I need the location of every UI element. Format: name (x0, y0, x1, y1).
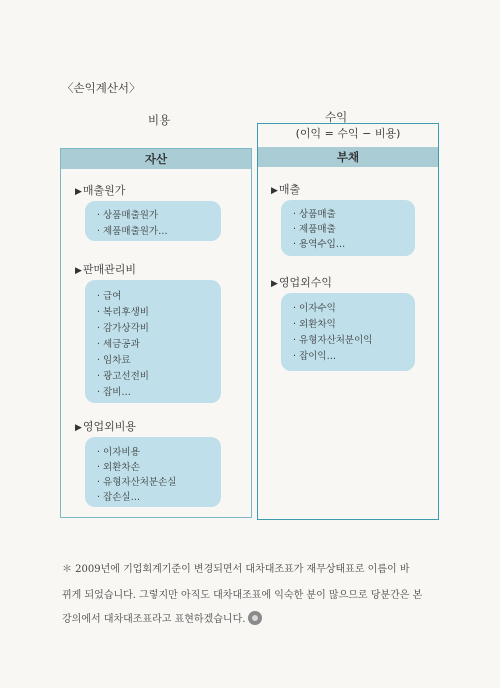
revenue-column (257, 143, 439, 520)
list-item: · 잡이익… (293, 351, 337, 362)
non-operating-revenue-box (281, 293, 415, 371)
list-item: · 유형자산처분손실 (97, 477, 177, 488)
list-item: · 용역수입… (293, 239, 346, 250)
non-operating-expense-box (85, 437, 221, 507)
list-item: · 외환차손 (97, 462, 140, 473)
list-item: · 이자수익 (293, 303, 336, 314)
list-item: · 잡손실… (97, 492, 141, 503)
triangle-marker-icon: ▶ (75, 187, 82, 197)
sga-box (85, 280, 221, 403)
triangle-marker-icon: ▶ (75, 266, 82, 276)
footnote-line-1: ＊ 2009년에 기업회계기준이 변경되면서 대차대조표가 재무상태표로 이름이 바 (62, 564, 410, 575)
statement-heading: 〈손익계산서〉 (62, 81, 141, 95)
triangle-marker-icon: ▶ (271, 279, 278, 289)
list-item: · 광고선전비 (97, 371, 149, 382)
liability-header: 부채 (258, 147, 438, 167)
footnote-line-3: 강의에서 대차대조표라고 표현하겠습니다. (62, 610, 452, 625)
list-item: · 감가상각비 (97, 323, 149, 334)
list-item: · 임차료 (97, 355, 131, 366)
asset-header: 자산 (61, 149, 251, 169)
section-title-sga: ▶판매관리비 (75, 263, 137, 276)
list-item: · 상품매출원가 (97, 210, 159, 221)
list-item: · 이자비용 (97, 447, 140, 458)
flower-icon (248, 611, 262, 625)
sales-box (281, 200, 415, 256)
profit-formula-box: (이익 = 수익 − 비용) (257, 123, 439, 143)
section-title-non-operating-revenue: ▶영업외수익 (271, 276, 333, 289)
triangle-marker-icon: ▶ (75, 423, 82, 433)
revenue-label: 수익 (325, 110, 348, 124)
cost-of-sales-box (85, 201, 221, 241)
cost-label: 비용 (148, 113, 171, 127)
list-item: · 외환차익 (293, 319, 336, 330)
expense-column (60, 148, 252, 518)
list-item: · 제품매출 (293, 224, 336, 235)
list-item: · 상품매출 (293, 209, 336, 220)
list-item: · 잡비… (97, 387, 131, 398)
list-item: · 복리후생비 (97, 307, 149, 318)
list-item: · 유형자산처분이익 (293, 335, 373, 346)
list-item: · 제품매출원가… (97, 226, 168, 237)
list-item: · 급여 (97, 291, 122, 302)
footnote-line-2: 뀌게 되었습니다. 그렇지만 아직도 대차대조표에 익숙한 분이 많으므로 당분간은 본 (62, 590, 423, 601)
list-item: · 세금공과 (97, 339, 140, 350)
section-title-cost-of-sales: ▶매출원가 (75, 184, 126, 197)
section-title-sales: ▶매출 (271, 183, 301, 196)
section-title-non-operating-expense: ▶영업외비용 (75, 420, 137, 433)
triangle-marker-icon: ▶ (271, 186, 278, 196)
